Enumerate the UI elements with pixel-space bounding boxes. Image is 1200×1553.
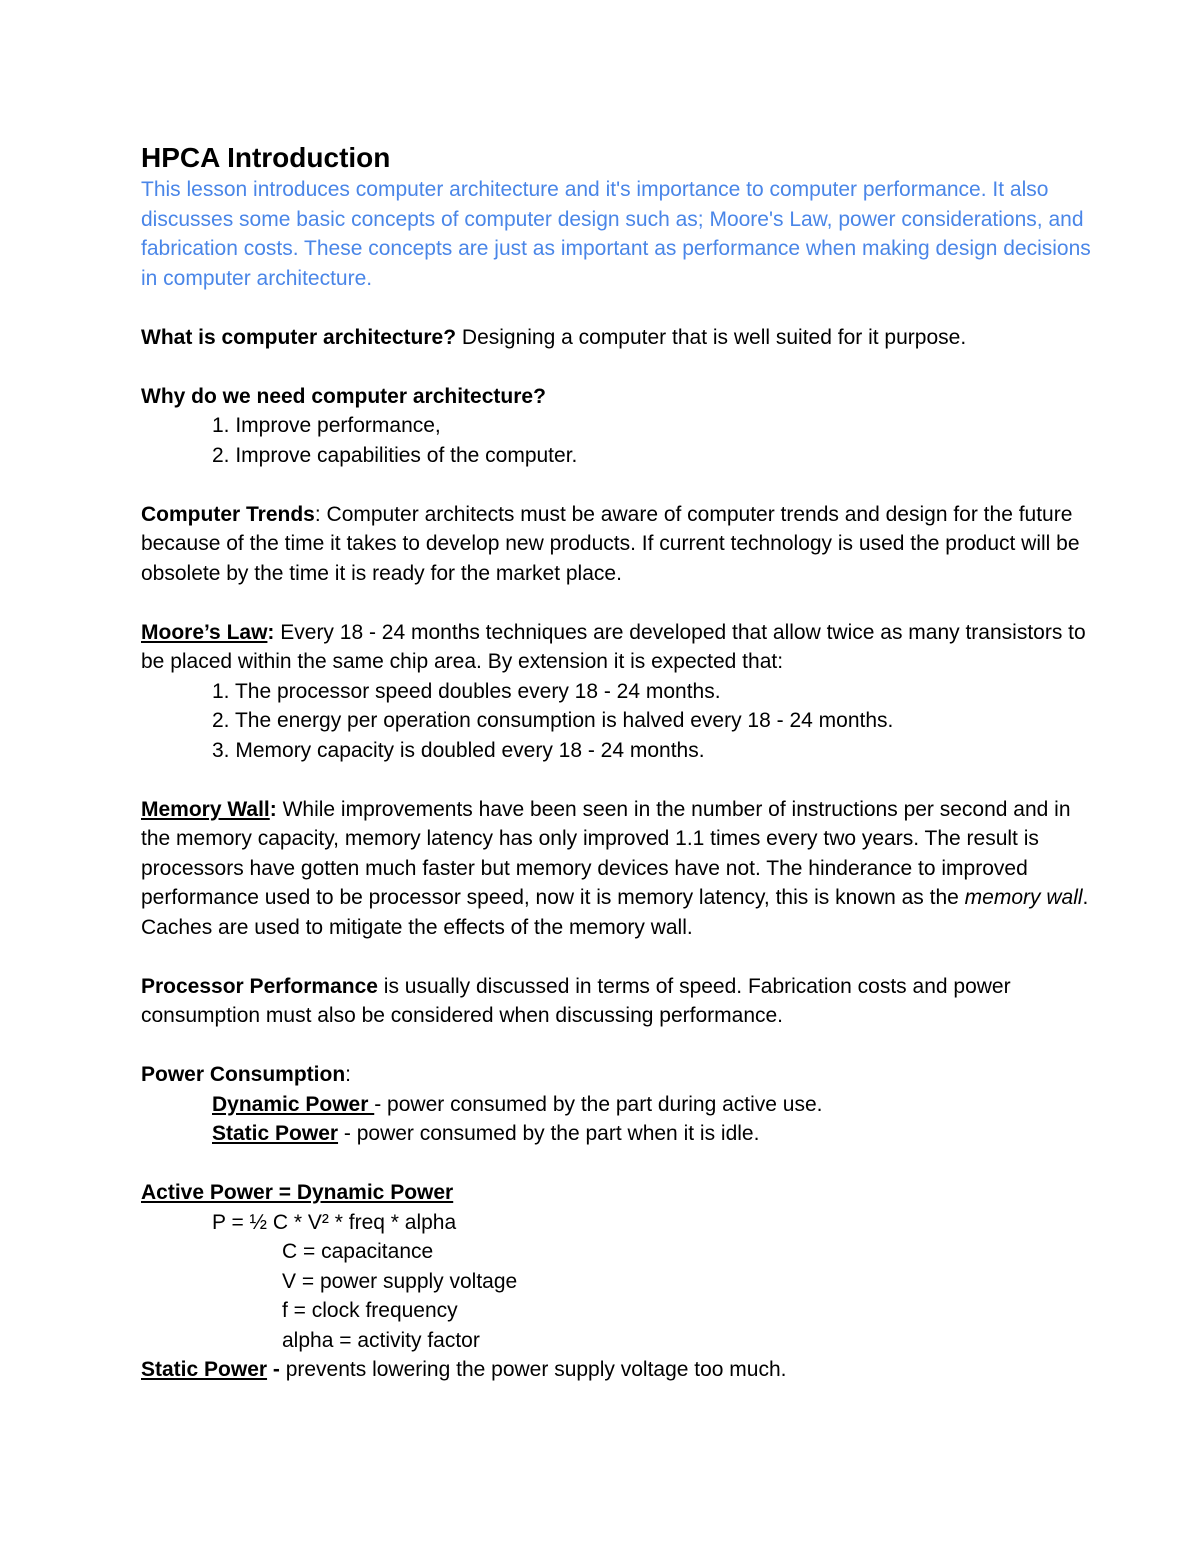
what-is-term: What is computer architecture? — [141, 325, 457, 349]
static-power-paragraph — [141, 1355, 1091, 1385]
memwall-term: Memory Wall — [141, 797, 270, 821]
moores-paragraph — [141, 618, 1091, 677]
power-term: Power Consumption — [141, 1063, 346, 1086]
static-power-desc: prevents lowering the power supply voltage too much. — [279, 1358, 787, 1381]
memwall-italic: memory wall — [964, 886, 1083, 909]
formula-var-f: f = clock frequency — [282, 1299, 458, 1322]
intro-paragraph: This lesson introduces computer architecture and it's importance to computer performance. It also discusses some basic concepts of computer design such as; Moore's Law, power considerations, and fabrication costs. These concepts are just as important as performance when making design decisions in computer architecture. — [141, 178, 1091, 290]
formula-var-v: V = power supply voltage — [282, 1269, 518, 1293]
dynamic-power-term: Dynamic Power — [212, 1092, 375, 1116]
what-is-paragraph — [141, 323, 1091, 353]
static-power-heading: Static Power — [141, 1358, 268, 1381]
static-power-term: Static Power — [212, 1122, 339, 1145]
moores-colon: : — [267, 620, 275, 644]
memwall-text-end: . Caches are used to mitigate the effects of the memory wall. — [141, 886, 1089, 939]
perf-term: Processor Performance — [141, 974, 378, 998]
power-colon: : — [345, 1063, 352, 1086]
perf-paragraph — [141, 972, 1091, 1031]
document-content — [141, 141, 1091, 1385]
moores-item-3: 3. Memory capacity is doubled every 18 - 24 months. — [212, 738, 705, 762]
moores-item-2: 2. The energy per operation consumption is halved every 18 - 24 months. — [212, 709, 894, 732]
why-item-1: 1. Improve performance, — [212, 414, 441, 437]
static-power-line — [141, 1119, 1091, 1149]
page-title: HPCA Introduction — [141, 142, 391, 173]
why-item-2: 2. Improve capabilities of the computer. — [212, 443, 578, 467]
static-power-text: - power consumed by the part when it is idle. — [338, 1122, 760, 1145]
active-power-heading: Active Power = Dynamic Power — [141, 1181, 454, 1204]
formula-var-alpha: alpha = activity factor — [282, 1328, 480, 1352]
why-heading: Why do we need computer architecture? — [141, 384, 546, 408]
moores-term: Moore’s Law — [141, 620, 268, 644]
formula-var-c: C = capacitance — [282, 1240, 434, 1263]
trends-paragraph — [141, 500, 1091, 589]
power-formula: P = ½ C * V² * freq * alpha — [212, 1210, 457, 1234]
perf-text: is usually discussed in terms of speed. Fabrication costs and power consumption must also be considered when discussing performance. — [141, 974, 1011, 1027]
static-power-dash: - — [267, 1358, 280, 1381]
memwall-text: While improvements have been seen in the number of instructions per second and in the memory capacity, memory latency has only improved 1.1 times every two years. The result is processors have gotten much faster but memory devices have not. The hinderance to improved performance used to be processor speed, now it is memory latency, this is known as the — [141, 797, 1071, 909]
moores-item-1: 1. The processor speed doubles every 18 - 24 months. — [212, 679, 721, 703]
what-is-text: Designing a computer that is well suited for it purpose. — [456, 325, 967, 349]
trends-text: : Computer architects must be aware of computer trends and design for the future because of the time it takes to develop new products. If current technology is used the product will be obsolete by the time it is ready for the market place. — [141, 502, 1080, 585]
dynamic-power-line — [141, 1090, 1091, 1120]
moores-text: Every 18 - 24 months techniques are developed that allow twice as many transistors to be placed within the same chip area. By extension it is expected that: — [141, 620, 1086, 673]
memwall-colon: : — [269, 797, 277, 821]
power-heading — [141, 1060, 1091, 1090]
trends-term: Computer Trends — [141, 502, 315, 526]
memwall-paragraph — [141, 795, 1091, 943]
dynamic-power-text: - power consumed by the part during active use. — [374, 1092, 823, 1116]
